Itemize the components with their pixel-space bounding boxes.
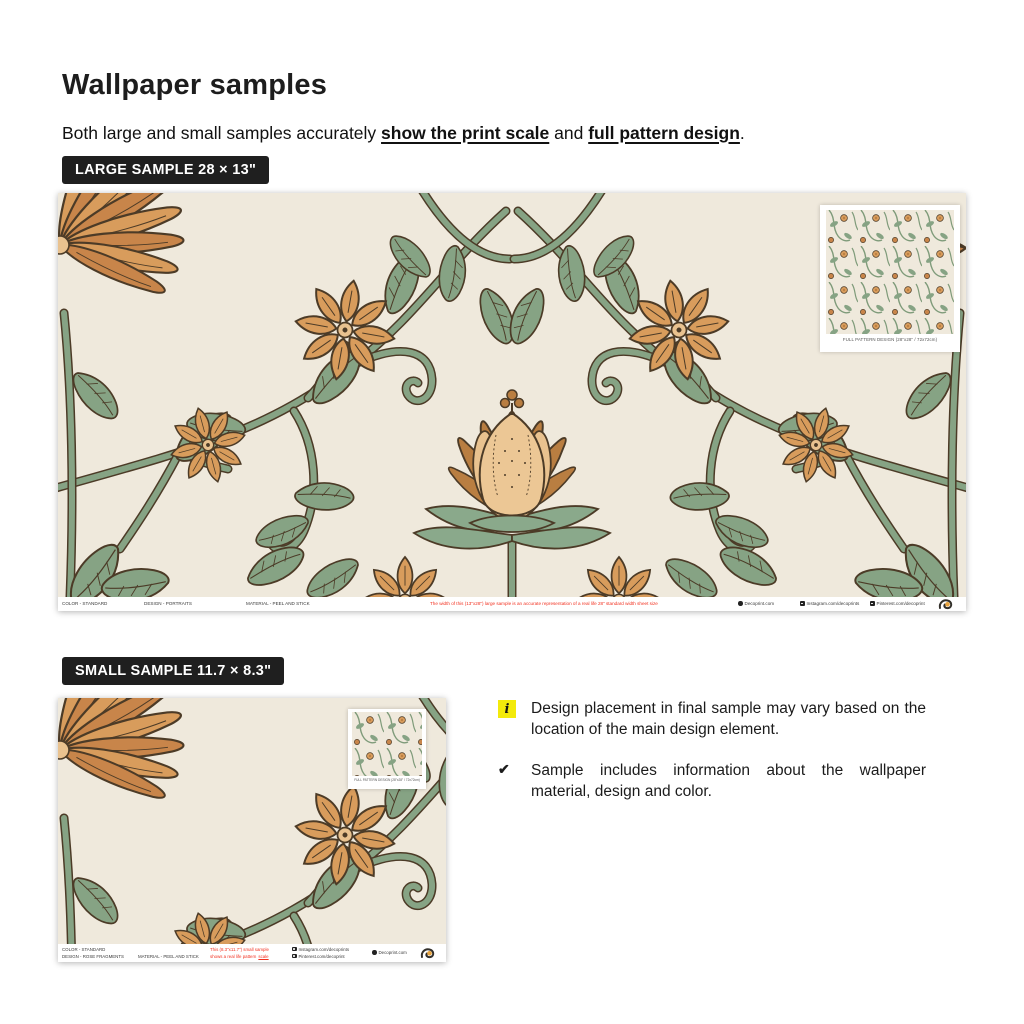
small-footer-website [372,950,407,955]
large-footer-design: DESIGN - PORTRAITS [144,601,192,606]
pinterest-label: Pinterest.com/decoprint [876,601,925,606]
small-sample-image [58,698,446,962]
large-inset-caption: FULL PATTERN DESIGN (28"x28" / 72x72cm) [842,337,938,342]
full-pattern-thumbnail [352,712,422,776]
globe-icon [372,950,377,955]
notice-line2-underlined: scale [258,953,269,959]
instagram-icon [292,947,297,952]
large-sample-badge: LARGE SAMPLE 28 × 13" [62,156,269,184]
check-icon: ✔ [498,761,510,777]
small-inset-caption: FULL PATTERN DESIGN (28"x28" / 72x72cm) [354,778,420,782]
subtitle-emphasis-print-scale: show the print scale [381,122,550,143]
large-footer-color: COLOR - STANDARD [62,601,108,606]
small-footer-color: COLOR - STANDARD [62,946,106,952]
notice-line2-prefix: shows a real life pattern [210,953,257,959]
instagram-icon [800,601,805,606]
pinterest-icon [870,601,875,606]
subtitle-emphasis-pattern-design: full pattern design [588,122,740,143]
full-pattern-thumbnail [826,210,954,334]
small-footer-notice-line1: This (8.3"x11.7") small sample [210,946,269,952]
pinterest-label: Pinterest.com/decoprint [298,953,345,959]
large-footer-pinterest [870,601,925,606]
large-footer-instagram [800,601,859,606]
small-footer-instagram [292,947,349,952]
large-sample-info-strip [58,597,966,611]
small-footer-notice-line2 [210,954,269,959]
small-footer-design: DESIGN - ROSE FRAGMENTS [62,953,124,959]
instagram-label: Instagram.com/decoprints [806,601,860,606]
note-text: Design placement in final sample may vary based on the location of the main design element. [531,700,926,738]
large-sample-image [58,193,966,611]
website-label: Decoprint.com [378,950,407,955]
large-full-pattern-inset [820,205,960,352]
small-footer-pinterest [292,954,345,959]
page-title: Wallpaper samples [62,69,328,102]
large-footer-website [738,601,774,606]
brand-logo-icon [938,598,956,610]
pinterest-icon [292,954,297,959]
subtitle-suffix: . [739,122,745,143]
brand-logo-icon [420,947,438,959]
page-subtitle [62,123,745,144]
subtitle-mid: and [549,122,589,143]
large-footer-notice: The width of this (13"x28") large sample is an accurate representation of a real life 28" standard width sheet size [430,601,658,606]
small-footer-material: MATERIAL - PEEL AND STICK [138,953,199,959]
note-sample-information [498,760,930,802]
small-sample-badge: SMALL SAMPLE 11.7 × 8.3" [62,657,284,685]
subtitle-prefix: Both large and small samples accurately [62,122,382,143]
note-design-placement [498,698,930,740]
small-full-pattern-inset [348,709,426,789]
globe-icon [738,601,743,606]
small-sample-info-strip [58,944,446,962]
note-text: Sample includes information about the wallpaper material, design and color. [531,762,926,800]
website-label: Decoprint.com [744,601,775,606]
instagram-label: Instagram.com/decoprints [298,946,350,952]
large-footer-material: MATERIAL - PEEL AND STICK [246,601,310,606]
info-icon: i [498,700,516,718]
